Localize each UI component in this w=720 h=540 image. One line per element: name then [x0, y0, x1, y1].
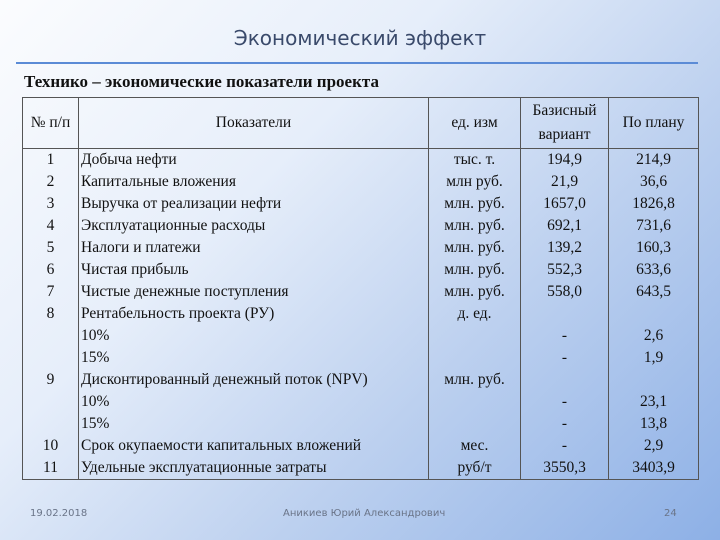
row-unit — [429, 347, 521, 369]
row-number: 1 — [23, 149, 79, 172]
row-indicator: 10% — [79, 325, 429, 347]
row-base-value — [521, 303, 609, 325]
row-number — [23, 391, 79, 413]
row-base-value: - — [521, 435, 609, 457]
row-indicator: Дисконтированный денежный поток (NPV) — [79, 369, 429, 391]
row-unit: млн. руб. — [429, 215, 521, 237]
row-indicator: 10% — [79, 391, 429, 413]
row-unit: млн. руб. — [429, 259, 521, 281]
row-indicator: 15% — [79, 347, 429, 369]
row-indicator: Выручка от реализации нефти — [79, 193, 429, 215]
row-base-value: 139,2 — [521, 237, 609, 259]
footer-author: Аникиев Юрий Александрович — [283, 508, 446, 519]
row-number: 5 — [23, 237, 79, 259]
row-base-value: 1657,0 — [521, 193, 609, 215]
row-indicator: Чистая прибыль — [79, 259, 429, 281]
row-plan-value: 214,9 — [609, 149, 699, 172]
row-indicator: Рентабельность проекта (РУ) — [79, 303, 429, 325]
row-plan-value: 1,9 — [609, 347, 699, 369]
row-plan-value: 23,1 — [609, 391, 699, 413]
indicators-table — [22, 97, 699, 480]
table-row — [23, 369, 699, 391]
row-number — [23, 413, 79, 435]
table-row — [23, 149, 699, 172]
row-unit: млн руб. — [429, 171, 521, 193]
row-unit: мес. — [429, 435, 521, 457]
row-unit — [429, 413, 521, 435]
header-plan: По плану — [609, 98, 699, 149]
row-unit — [429, 391, 521, 413]
row-base-value: 558,0 — [521, 281, 609, 303]
row-base-value: - — [521, 325, 609, 347]
row-unit: руб/т — [429, 457, 521, 480]
row-indicator: Срок окупаемости капитальных вложений — [79, 435, 429, 457]
header-name: Показатели — [79, 98, 429, 149]
table-row — [23, 237, 699, 259]
row-base-value: 21,9 — [521, 171, 609, 193]
row-indicator: Капитальные вложения — [79, 171, 429, 193]
row-plan-value: 13,8 — [609, 413, 699, 435]
header-unit: ед. изм — [429, 98, 521, 149]
row-indicator: Чистые денежные поступления — [79, 281, 429, 303]
row-unit: млн. руб. — [429, 193, 521, 215]
footer-date: 19.02.2018 — [30, 508, 88, 519]
row-number: 8 — [23, 303, 79, 325]
header-num: № п/п — [23, 98, 79, 149]
table-caption: Технико – экономические показатели проекта — [24, 72, 379, 91]
table-row — [23, 215, 699, 237]
row-indicator: Эксплуатационные расходы — [79, 215, 429, 237]
row-number: 2 — [23, 171, 79, 193]
row-number: 9 — [23, 369, 79, 391]
row-plan-value: 36,6 — [609, 171, 699, 193]
row-plan-value — [609, 303, 699, 325]
row-base-value: 3550,3 — [521, 457, 609, 480]
table-row — [23, 259, 699, 281]
row-number: 10 — [23, 435, 79, 457]
table-row — [23, 325, 699, 347]
table-row — [23, 457, 699, 480]
row-number — [23, 325, 79, 347]
row-unit: тыс. т. — [429, 149, 521, 172]
row-number: 11 — [23, 457, 79, 480]
row-number: 7 — [23, 281, 79, 303]
row-unit: млн. руб. — [429, 281, 521, 303]
row-indicator: 15% — [79, 413, 429, 435]
row-base-value: 692,1 — [521, 215, 609, 237]
row-number: 6 — [23, 259, 79, 281]
row-plan-value: 3403,9 — [609, 457, 699, 480]
row-unit: млн. руб. — [429, 237, 521, 259]
row-indicator: Удельные эксплуатационные затраты — [79, 457, 429, 480]
title-divider — [16, 62, 698, 64]
row-plan-value: 2,9 — [609, 435, 699, 457]
row-plan-value — [609, 369, 699, 391]
row-plan-value: 1826,8 — [609, 193, 699, 215]
slide-title: Экономический эффект — [233, 26, 487, 50]
table-row — [23, 171, 699, 193]
row-unit — [429, 325, 521, 347]
row-base-value: - — [521, 347, 609, 369]
table-row — [23, 435, 699, 457]
row-base-value: - — [521, 413, 609, 435]
row-plan-value: 731,6 — [609, 215, 699, 237]
table-row — [23, 391, 699, 413]
row-number — [23, 347, 79, 369]
row-plan-value: 160,3 — [609, 237, 699, 259]
row-base-value — [521, 369, 609, 391]
row-number: 3 — [23, 193, 79, 215]
row-indicator: Добыча нефти — [79, 149, 429, 172]
row-base-value: - — [521, 391, 609, 413]
row-plan-value: 633,6 — [609, 259, 699, 281]
row-plan-value: 643,5 — [609, 281, 699, 303]
table-row — [23, 281, 699, 303]
row-indicator: Налоги и платежи — [79, 237, 429, 259]
row-unit: млн. руб. — [429, 369, 521, 391]
table-row — [23, 347, 699, 369]
table-row — [23, 303, 699, 325]
row-number: 4 — [23, 215, 79, 237]
header-base-line1: Базисный — [532, 102, 597, 119]
table-row — [23, 193, 699, 215]
row-unit: д. ед. — [429, 303, 521, 325]
table-row — [23, 413, 699, 435]
footer-page-number: 24 — [664, 508, 677, 519]
row-base-value: 194,9 — [521, 149, 609, 172]
header-base-line2: вариант — [538, 126, 591, 143]
row-base-value: 552,3 — [521, 259, 609, 281]
header-base — [521, 98, 609, 149]
row-plan-value: 2,6 — [609, 325, 699, 347]
table-header-row — [23, 98, 699, 149]
table-body — [23, 149, 699, 480]
